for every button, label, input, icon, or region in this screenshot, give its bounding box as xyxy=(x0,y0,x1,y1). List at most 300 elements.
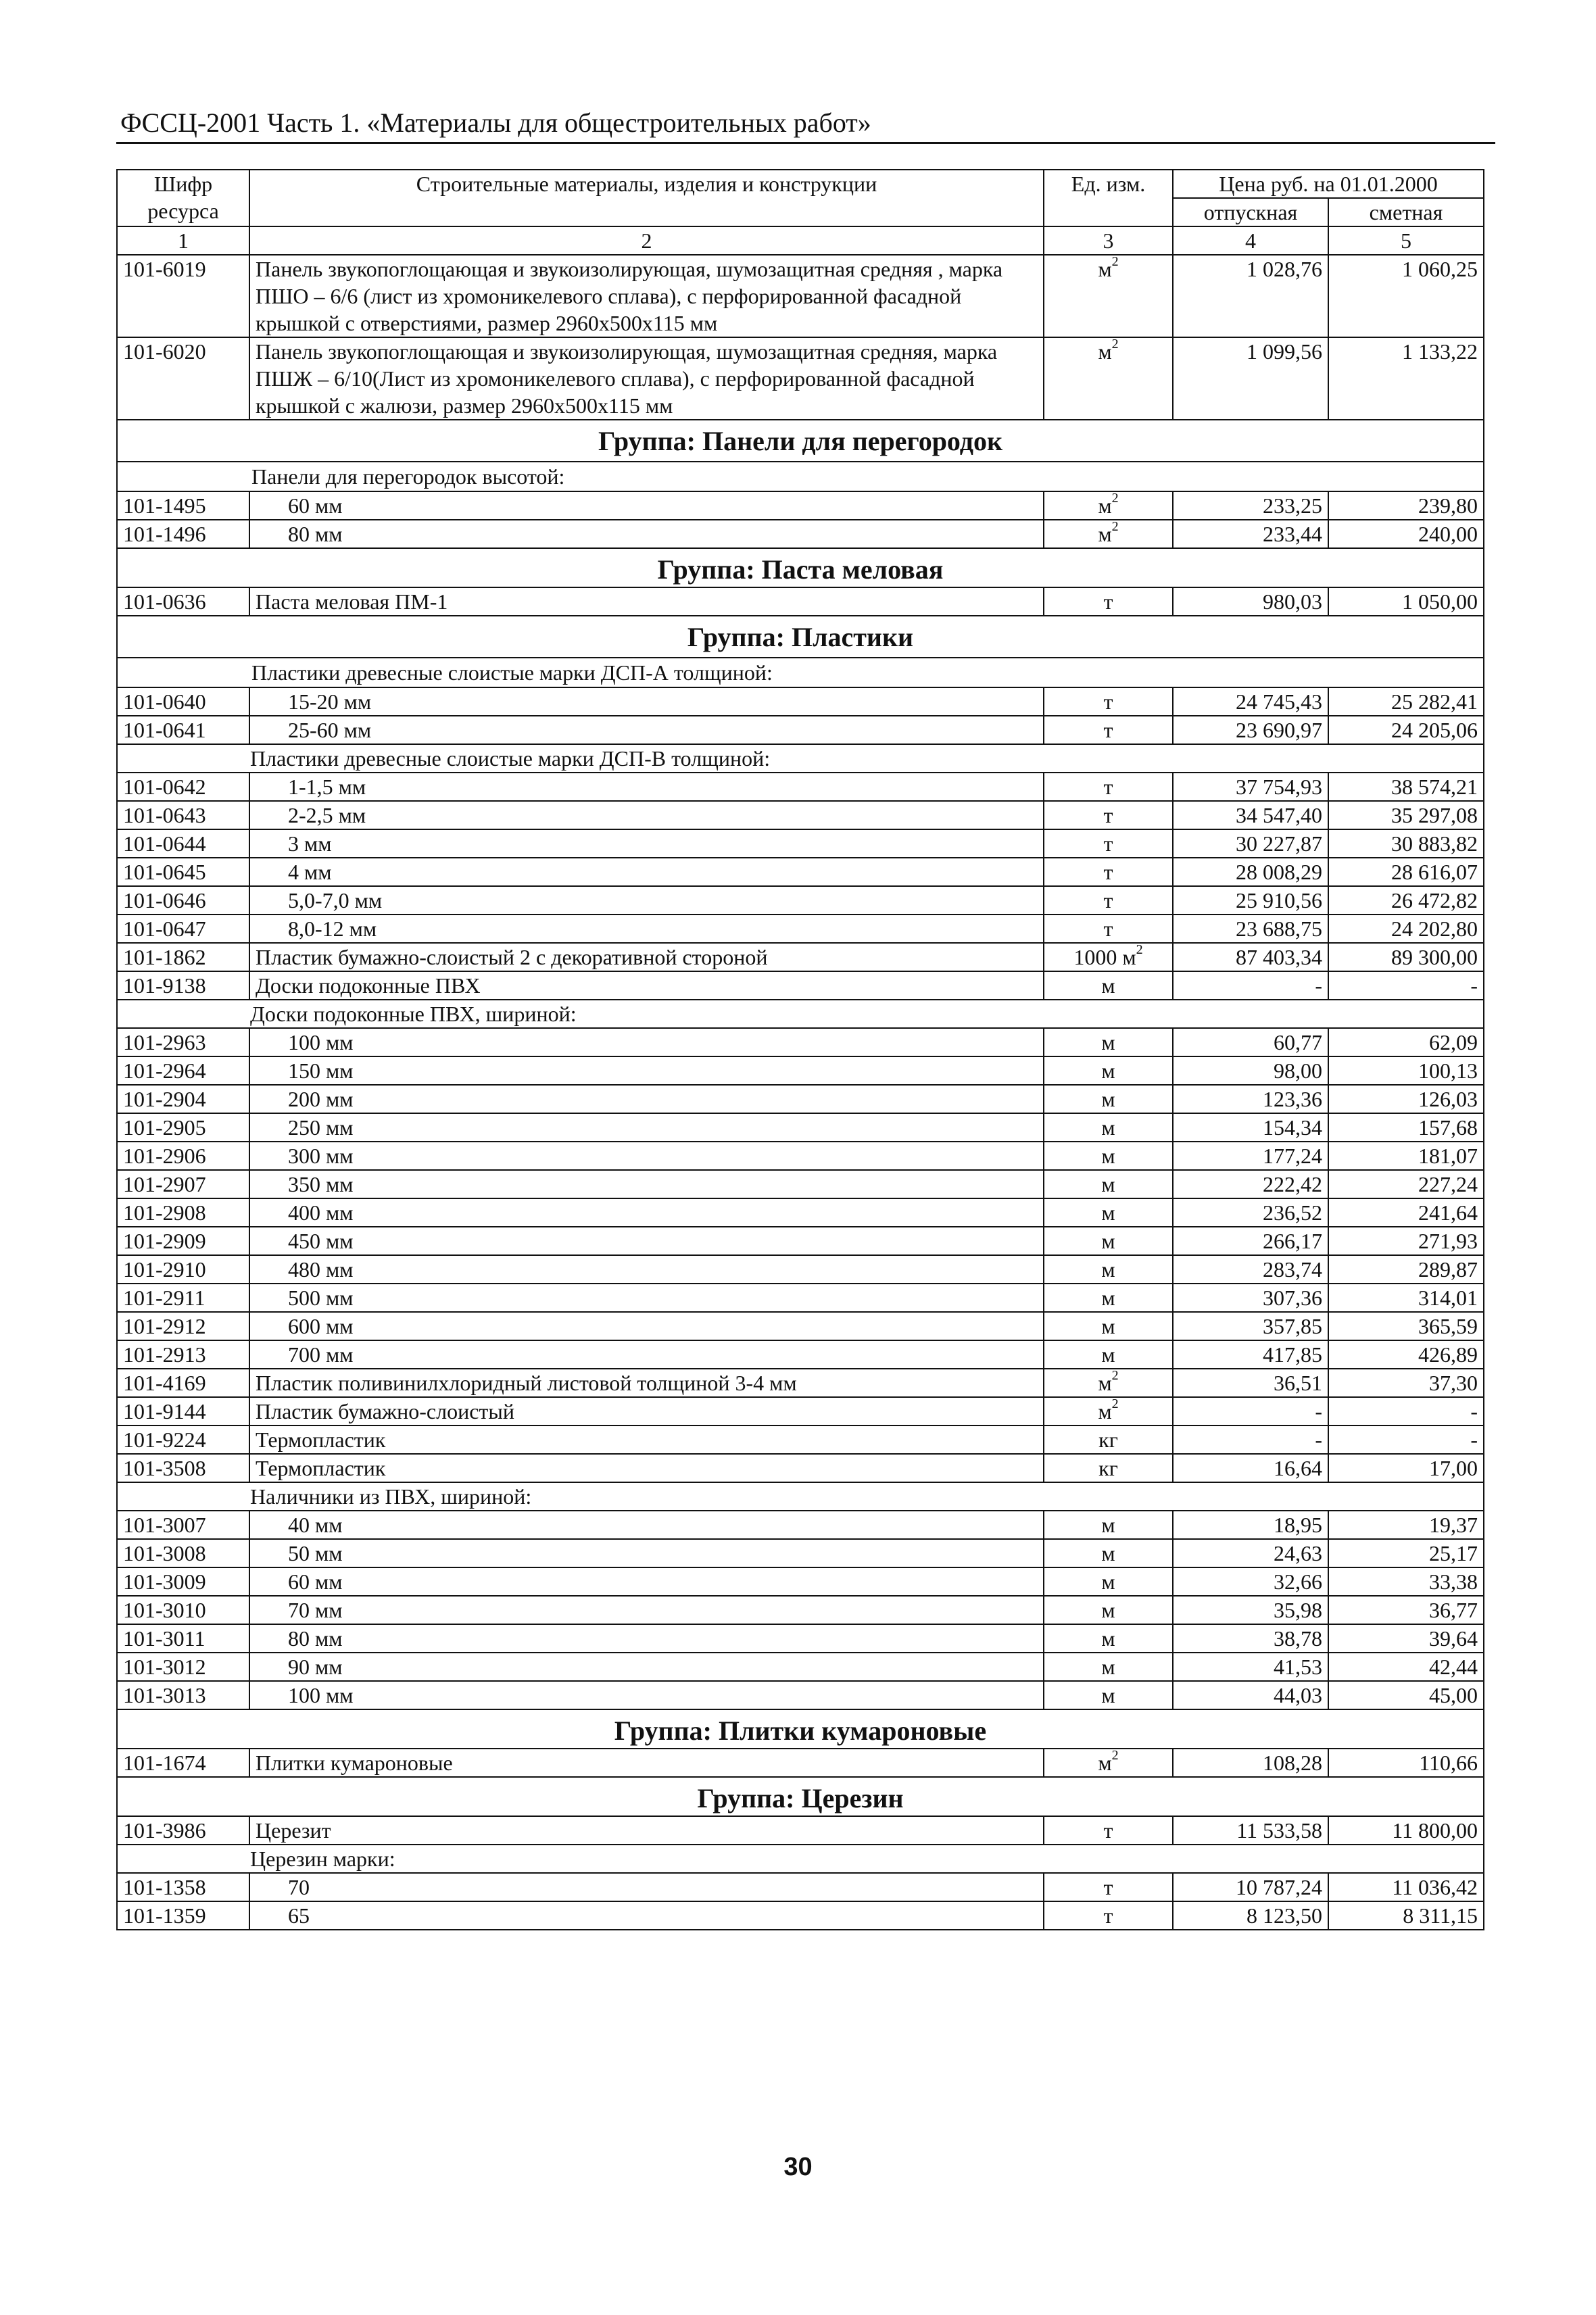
unit-cell xyxy=(1044,1312,1173,1340)
group-cell xyxy=(117,548,1484,587)
estimate-price: 240,00 xyxy=(1328,520,1484,548)
estimate-price: 37,30 xyxy=(1328,1369,1484,1397)
material-description: Паста меловая ПМ-1 xyxy=(249,587,1044,616)
unit-text: 1000 м xyxy=(1073,945,1136,969)
unit-text: м xyxy=(1101,973,1115,998)
table-row xyxy=(117,1901,1484,1930)
table-row xyxy=(117,520,1484,548)
estimate-price: 45,00 xyxy=(1328,1681,1484,1709)
unit-text: м xyxy=(1098,493,1112,518)
resource-code: 101-3013 xyxy=(117,1681,249,1709)
unit-text: м xyxy=(1101,1626,1115,1651)
material-description: 450 мм xyxy=(249,1227,1044,1255)
unit-text: т xyxy=(1103,1875,1113,1899)
resource-code: 101-9224 xyxy=(117,1425,249,1454)
subgroup-caption: Пластики древесные слоистые марки ДСП-В толщиной: xyxy=(117,744,1484,773)
unit-cell xyxy=(1044,1142,1173,1170)
table-row xyxy=(117,1369,1484,1397)
release-price: 357,85 xyxy=(1173,1312,1328,1340)
material-description: Панель звукопоглощающая и звукоизолирующая, шумозащитная средняя, марка ПШЖ – 6/10(Лист из хромоникелевого сплава), с перфорированной фасадной крышкой с жалюзи, размер 2960x500x115 мм xyxy=(249,337,1044,420)
material-description: 65 xyxy=(249,1901,1044,1930)
release-price: 37 754,93 xyxy=(1173,773,1328,801)
estimate-price: 39,64 xyxy=(1328,1624,1484,1653)
estimate-price: 24 205,06 xyxy=(1328,716,1484,744)
table-row xyxy=(117,886,1484,915)
unit-cell xyxy=(1044,1113,1173,1142)
col-number: 5 xyxy=(1328,226,1484,255)
table-row xyxy=(117,943,1484,971)
resource-code: 101-9144 xyxy=(117,1397,249,1425)
estimate-price: 28 616,07 xyxy=(1328,858,1484,886)
unit-text: т xyxy=(1103,589,1113,614)
resource-code: 101-3012 xyxy=(117,1653,249,1681)
resource-code: 101-3011 xyxy=(117,1624,249,1653)
group-title: Группа: Паста меловая xyxy=(657,554,944,585)
unit-text: т xyxy=(1103,888,1113,912)
subgroup-caption-row xyxy=(117,1000,1484,1028)
estimate-price: 19,37 xyxy=(1328,1511,1484,1539)
material-description: 5,0-7,0 мм xyxy=(249,886,1044,915)
table-row xyxy=(117,1397,1484,1425)
estimate-price: 241,64 xyxy=(1328,1198,1484,1227)
resource-code: 101-2963 xyxy=(117,1028,249,1056)
unit-text: м xyxy=(1101,1200,1115,1225)
resource-code: 101-3986 xyxy=(117,1816,249,1845)
release-price: 283,74 xyxy=(1173,1255,1328,1284)
release-price: 233,25 xyxy=(1173,491,1328,520)
unit-cell xyxy=(1044,1255,1173,1284)
unit-superscript: 2 xyxy=(1136,943,1143,958)
release-price: 11 533,58 xyxy=(1173,1816,1328,1845)
subgroup-caption: Церезин марки: xyxy=(117,1845,1484,1873)
table-row xyxy=(117,1596,1484,1624)
unit-text: т xyxy=(1103,1903,1113,1928)
release-price: 266,17 xyxy=(1173,1227,1328,1255)
unit-text: м xyxy=(1101,1229,1115,1253)
unit-cell xyxy=(1044,255,1173,337)
table-row xyxy=(117,1340,1484,1369)
col-header-code: Шифр ресурса xyxy=(117,170,249,226)
material-description: 3 мм xyxy=(249,829,1044,858)
resource-code: 101-0643 xyxy=(117,801,249,829)
resource-code: 101-1495 xyxy=(117,491,249,520)
release-price: 36,51 xyxy=(1173,1369,1328,1397)
estimate-price: 11 800,00 xyxy=(1328,1816,1484,1845)
unit-cell xyxy=(1044,915,1173,943)
unit-cell xyxy=(1044,1170,1173,1198)
material-description: 100 мм xyxy=(249,1681,1044,1709)
table-row xyxy=(117,1028,1484,1056)
release-price: 10 787,24 xyxy=(1173,1873,1328,1901)
table-row xyxy=(117,1873,1484,1901)
estimate-price: 30 883,82 xyxy=(1328,829,1484,858)
table-row xyxy=(117,1653,1484,1681)
unit-cell xyxy=(1044,1681,1173,1709)
group-title: Группа: Церезин xyxy=(697,1783,904,1813)
release-price: 154,34 xyxy=(1173,1113,1328,1142)
resource-code: 101-2913 xyxy=(117,1340,249,1369)
unit-text: м xyxy=(1098,257,1112,281)
material-description: 15-20 мм xyxy=(249,687,1044,716)
group-cell xyxy=(117,1777,1484,1816)
resource-code: 101-4169 xyxy=(117,1369,249,1397)
table-row xyxy=(117,491,1484,520)
material-description: 60 мм xyxy=(249,1567,1044,1596)
material-description: 500 мм xyxy=(249,1284,1044,1312)
page-number: 30 xyxy=(783,2153,813,2181)
estimate-price: 157,68 xyxy=(1328,1113,1484,1142)
estimate-price: 25 282,41 xyxy=(1328,687,1484,716)
estimate-price: - xyxy=(1328,971,1484,1000)
unit-cell xyxy=(1044,1653,1173,1681)
unit-text: т xyxy=(1103,917,1113,941)
table-row xyxy=(117,1511,1484,1539)
release-price: 1 028,76 xyxy=(1173,255,1328,337)
unit-text: м xyxy=(1101,1172,1115,1196)
unit-cell xyxy=(1044,587,1173,616)
release-price: 417,85 xyxy=(1173,1340,1328,1369)
unit-cell xyxy=(1044,801,1173,829)
unit-superscript: 2 xyxy=(1111,255,1119,270)
estimate-price: 35 297,08 xyxy=(1328,801,1484,829)
material-description: Пластик бумажно-слоистый xyxy=(249,1397,1044,1425)
unit-text: м xyxy=(1101,1286,1115,1310)
release-price: 233,44 xyxy=(1173,520,1328,548)
table-row xyxy=(117,1312,1484,1340)
resource-code: 101-3010 xyxy=(117,1596,249,1624)
resource-code: 101-3508 xyxy=(117,1454,249,1482)
estimate-price: 38 574,21 xyxy=(1328,773,1484,801)
resource-code: 101-2907 xyxy=(117,1170,249,1198)
group-title: Группа: Плитки кумароновые xyxy=(614,1715,987,1746)
material-description: 70 мм xyxy=(249,1596,1044,1624)
material-description: 25-60 мм xyxy=(249,716,1044,744)
material-description: Термопластик xyxy=(249,1454,1044,1482)
estimate-price: 426,89 xyxy=(1328,1340,1484,1369)
col-number: 2 xyxy=(249,226,1044,255)
material-description: 80 мм xyxy=(249,520,1044,548)
unit-text: т xyxy=(1103,803,1113,827)
unit-cell xyxy=(1044,1227,1173,1255)
table-row xyxy=(117,1567,1484,1596)
estimate-price: 110,66 xyxy=(1328,1749,1484,1777)
unit-cell xyxy=(1044,1749,1173,1777)
unit-cell xyxy=(1044,1028,1173,1056)
table-row xyxy=(117,1255,1484,1284)
unit-cell xyxy=(1044,943,1173,971)
table-row xyxy=(117,337,1484,420)
group-title: Группа: Панели для перегородок xyxy=(598,426,1003,456)
unit-cell xyxy=(1044,1873,1173,1901)
group-caption: Панели для перегородок высотой: xyxy=(118,461,1483,491)
resource-code: 101-1674 xyxy=(117,1749,249,1777)
material-description: 150 мм xyxy=(249,1056,1044,1085)
col-number: 3 xyxy=(1044,226,1173,255)
unit-cell xyxy=(1044,829,1173,858)
material-description: Термопластик xyxy=(249,1425,1044,1454)
unit-text: м xyxy=(1098,1751,1112,1775)
material-description: 40 мм xyxy=(249,1511,1044,1539)
unit-cell xyxy=(1044,1901,1173,1930)
col-header-price: Цена руб. на 01.01.2000 xyxy=(1173,170,1484,198)
subgroup-caption-row xyxy=(117,1482,1484,1511)
material-description: 80 мм xyxy=(249,1624,1044,1653)
unit-text: т xyxy=(1103,775,1113,799)
estimate-price: - xyxy=(1328,1425,1484,1454)
release-price: 16,64 xyxy=(1173,1454,1328,1482)
unit-cell xyxy=(1044,773,1173,801)
header-divider xyxy=(116,142,1495,144)
unit-cell xyxy=(1044,1567,1173,1596)
unit-cell xyxy=(1044,337,1173,420)
estimate-price: 42,44 xyxy=(1328,1653,1484,1681)
estimate-price: 100,13 xyxy=(1328,1056,1484,1085)
table-row xyxy=(117,687,1484,716)
estimate-price: 8 311,15 xyxy=(1328,1901,1484,1930)
table-row xyxy=(117,1749,1484,1777)
unit-cell xyxy=(1044,520,1173,548)
unit-text: м xyxy=(1101,1257,1115,1282)
table-row xyxy=(117,801,1484,829)
table-row xyxy=(117,1227,1484,1255)
table-row xyxy=(117,858,1484,886)
unit-cell xyxy=(1044,1369,1173,1397)
release-price: 8 123,50 xyxy=(1173,1901,1328,1930)
group-row xyxy=(117,1709,1484,1749)
unit-text: м xyxy=(1098,522,1112,546)
release-price: 1 099,56 xyxy=(1173,337,1328,420)
col-number: 1 xyxy=(117,226,249,255)
estimate-price: 33,38 xyxy=(1328,1567,1484,1596)
unit-cell xyxy=(1044,1056,1173,1085)
table-row xyxy=(117,1425,1484,1454)
group-cell xyxy=(117,1709,1484,1749)
resource-code: 101-2906 xyxy=(117,1142,249,1170)
unit-text: м xyxy=(1101,1058,1115,1083)
resource-code: 101-1358 xyxy=(117,1873,249,1901)
material-description: Пластик поливинилхлоридный листовой толщиной 3-4 мм xyxy=(249,1369,1044,1397)
table-row xyxy=(117,1085,1484,1113)
resource-code: 101-3008 xyxy=(117,1539,249,1567)
estimate-price: 17,00 xyxy=(1328,1454,1484,1482)
unit-text: т xyxy=(1103,860,1113,884)
col-header-name: Строительные материалы, изделия и конструкции xyxy=(249,170,1044,226)
unit-text: т xyxy=(1103,1818,1113,1843)
estimate-price: 227,24 xyxy=(1328,1170,1484,1198)
material-description: 480 мм xyxy=(249,1255,1044,1284)
release-price: 222,42 xyxy=(1173,1170,1328,1198)
release-price: 108,28 xyxy=(1173,1749,1328,1777)
unit-superscript: 2 xyxy=(1111,491,1119,506)
unit-cell xyxy=(1044,1198,1173,1227)
estimate-price: 25,17 xyxy=(1328,1539,1484,1567)
resource-code: 101-0640 xyxy=(117,687,249,716)
unit-cell xyxy=(1044,1340,1173,1369)
col-header-release-price: отпускная xyxy=(1173,198,1328,226)
release-price: 307,36 xyxy=(1173,1284,1328,1312)
table-row xyxy=(117,1681,1484,1709)
material-description: Панель звукопоглощающая и звукоизолирующая, шумозащитная средняя , марка ПШО – 6/6 (лист из хромоникелевого сплава), с перфорированной фасадной крышкой с отверстиями, размер 2960x500x115 мм xyxy=(249,255,1044,337)
resource-code: 101-0644 xyxy=(117,829,249,858)
unit-text: м xyxy=(1101,1087,1115,1111)
unit-text: м xyxy=(1098,1371,1112,1395)
resource-code: 101-0645 xyxy=(117,858,249,886)
estimate-price: 36,77 xyxy=(1328,1596,1484,1624)
release-price: 23 690,97 xyxy=(1173,716,1328,744)
material-description: 8,0-12 мм xyxy=(249,915,1044,943)
resource-code: 101-1862 xyxy=(117,943,249,971)
resource-code: 101-0642 xyxy=(117,773,249,801)
resource-code: 101-9138 xyxy=(117,971,249,1000)
release-price: 34 547,40 xyxy=(1173,801,1328,829)
unit-cell xyxy=(1044,858,1173,886)
material-description: 90 мм xyxy=(249,1653,1044,1681)
table-row xyxy=(117,971,1484,1000)
material-description: 60 мм xyxy=(249,491,1044,520)
unit-text: т xyxy=(1103,689,1113,714)
table-row xyxy=(117,716,1484,744)
group-row xyxy=(117,548,1484,587)
unit-text: т xyxy=(1103,718,1113,742)
group-caption: Пластики древесные слоистые марки ДСП-А толщиной: xyxy=(118,657,1483,687)
release-price: 98,00 xyxy=(1173,1056,1328,1085)
unit-superscript: 2 xyxy=(1111,520,1119,535)
table-row xyxy=(117,1624,1484,1653)
resource-code: 101-0636 xyxy=(117,587,249,616)
estimate-price: 89 300,00 xyxy=(1328,943,1484,971)
table-row xyxy=(117,1056,1484,1085)
unit-cell xyxy=(1044,1511,1173,1539)
unit-cell xyxy=(1044,1816,1173,1845)
release-price: 28 008,29 xyxy=(1173,858,1328,886)
unit-text: т xyxy=(1103,831,1113,856)
table-row xyxy=(117,255,1484,337)
release-price: 41,53 xyxy=(1173,1653,1328,1681)
resource-code: 101-3009 xyxy=(117,1567,249,1596)
unit-text: м xyxy=(1101,1115,1115,1140)
unit-cell xyxy=(1044,1539,1173,1567)
unit-superscript: 2 xyxy=(1111,1369,1119,1384)
estimate-price: 181,07 xyxy=(1328,1142,1484,1170)
table-row xyxy=(117,1113,1484,1142)
release-price: 24,63 xyxy=(1173,1539,1328,1567)
release-price: - xyxy=(1173,1397,1328,1425)
release-price: 23 688,75 xyxy=(1173,915,1328,943)
table-row xyxy=(117,773,1484,801)
resource-code: 101-1496 xyxy=(117,520,249,548)
material-description: 600 мм xyxy=(249,1312,1044,1340)
estimate-price: 239,80 xyxy=(1328,491,1484,520)
resource-code: 101-2904 xyxy=(117,1085,249,1113)
unit-superscript: 2 xyxy=(1111,1397,1119,1412)
resource-code: 101-2910 xyxy=(117,1255,249,1284)
table-row xyxy=(117,1284,1484,1312)
unit-text: м xyxy=(1098,339,1112,364)
unit-superscript: 2 xyxy=(1111,1749,1119,1763)
estimate-price: 126,03 xyxy=(1328,1085,1484,1113)
unit-text: м xyxy=(1101,1513,1115,1537)
resource-code: 101-3007 xyxy=(117,1511,249,1539)
release-price: 24 745,43 xyxy=(1173,687,1328,716)
resource-code: 101-2911 xyxy=(117,1284,249,1312)
unit-text: м xyxy=(1101,1655,1115,1679)
release-price: - xyxy=(1173,971,1328,1000)
estimate-price: 24 202,80 xyxy=(1328,915,1484,943)
material-description: 200 мм xyxy=(249,1085,1044,1113)
price-table xyxy=(116,169,1484,1930)
group-row xyxy=(117,616,1484,687)
release-price: 60,77 xyxy=(1173,1028,1328,1056)
subgroup-caption: Наличники из ПВХ, шириной: xyxy=(117,1482,1484,1511)
material-description: 4 мм xyxy=(249,858,1044,886)
unit-cell xyxy=(1044,1397,1173,1425)
subgroup-caption: Доски подоконные ПВХ, шириной: xyxy=(117,1000,1484,1028)
resource-code: 101-2908 xyxy=(117,1198,249,1227)
material-description: Пластик бумажно-слоистый 2 с декоративной стороной xyxy=(249,943,1044,971)
unit-text: м xyxy=(1101,1683,1115,1707)
group-row xyxy=(117,420,1484,491)
material-description: 300 мм xyxy=(249,1142,1044,1170)
unit-superscript: 2 xyxy=(1111,337,1119,352)
table-row xyxy=(117,1170,1484,1198)
material-description: Плитки кумароновые xyxy=(249,1749,1044,1777)
release-price: 30 227,87 xyxy=(1173,829,1328,858)
table-row xyxy=(117,587,1484,616)
estimate-price: 1 133,22 xyxy=(1328,337,1484,420)
table-row xyxy=(117,1816,1484,1845)
resource-code: 101-0646 xyxy=(117,886,249,915)
unit-cell xyxy=(1044,1085,1173,1113)
release-price: 18,95 xyxy=(1173,1511,1328,1539)
group-row xyxy=(117,1777,1484,1816)
table-row xyxy=(117,915,1484,943)
material-description: 100 мм xyxy=(249,1028,1044,1056)
estimate-price: - xyxy=(1328,1397,1484,1425)
subgroup-caption-row xyxy=(117,744,1484,773)
unit-cell xyxy=(1044,971,1173,1000)
resource-code: 101-0647 xyxy=(117,915,249,943)
release-price: 32,66 xyxy=(1173,1567,1328,1596)
table-row xyxy=(117,1198,1484,1227)
group-cell xyxy=(117,616,1484,687)
estimate-price: 1 050,00 xyxy=(1328,587,1484,616)
resource-code: 101-2905 xyxy=(117,1113,249,1142)
release-price: 123,36 xyxy=(1173,1085,1328,1113)
estimate-price: 314,01 xyxy=(1328,1284,1484,1312)
unit-text: м xyxy=(1101,1030,1115,1054)
resource-code: 101-6020 xyxy=(117,337,249,420)
unit-text: м xyxy=(1098,1399,1112,1423)
unit-cell xyxy=(1044,1425,1173,1454)
table-row xyxy=(117,1142,1484,1170)
unit-cell xyxy=(1044,491,1173,520)
unit-text: кг xyxy=(1098,1456,1118,1480)
document-header-title: ФССЦ-2001 Часть 1. «Материалы для общестроительных работ» xyxy=(120,107,871,138)
unit-cell xyxy=(1044,1284,1173,1312)
unit-text: м xyxy=(1101,1144,1115,1168)
col-number: 4 xyxy=(1173,226,1328,255)
estimate-price: 11 036,42 xyxy=(1328,1873,1484,1901)
release-price: 44,03 xyxy=(1173,1681,1328,1709)
material-description: 250 мм xyxy=(249,1113,1044,1142)
col-header-estimate-price: сметная xyxy=(1328,198,1484,226)
unit-text: м xyxy=(1101,1569,1115,1594)
estimate-price: 289,87 xyxy=(1328,1255,1484,1284)
material-description: Церезит xyxy=(249,1816,1044,1845)
estimate-price: 62,09 xyxy=(1328,1028,1484,1056)
resource-code: 101-6019 xyxy=(117,255,249,337)
material-description: 400 мм xyxy=(249,1198,1044,1227)
